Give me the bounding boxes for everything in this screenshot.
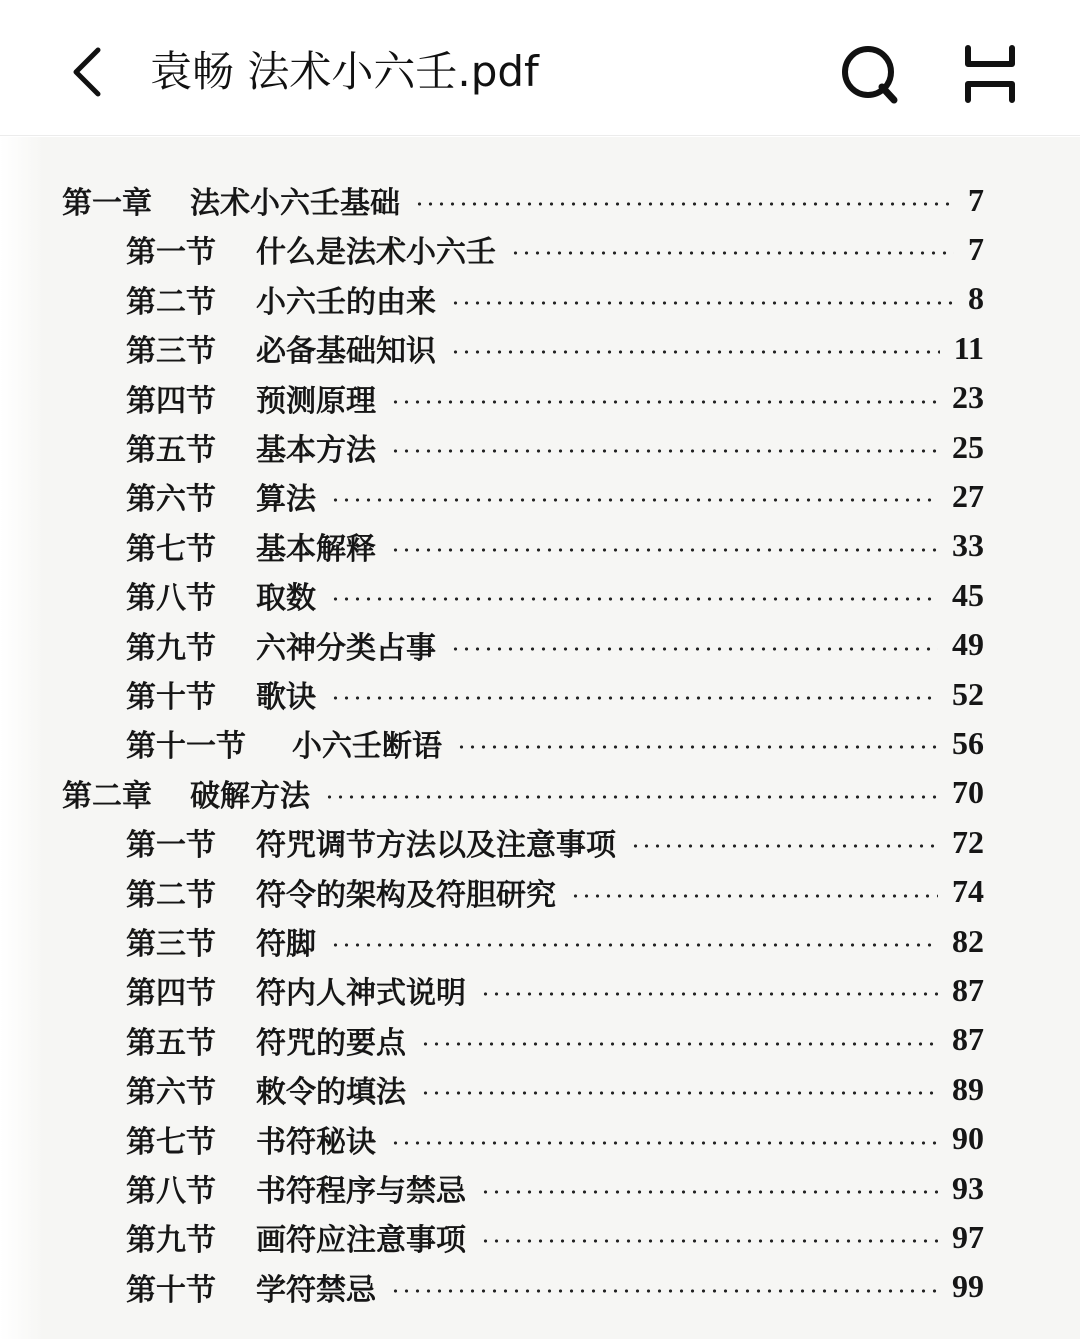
toc-title: 书符秘诀 [256, 1124, 376, 1160]
toc-page-number: 52 [952, 675, 984, 712]
toc-page-number: 45 [952, 576, 984, 613]
toc-title: 小六壬的由来 [256, 284, 436, 320]
toc-title: 取数 [256, 581, 316, 617]
dot-leader [330, 943, 938, 947]
toc-section-row[interactable] [126, 374, 984, 422]
document-title: 袁畅 法术小六壬.pdf [150, 47, 539, 96]
toc-section-row[interactable] [126, 818, 984, 866]
dot-leader [390, 1141, 938, 1145]
toc-section-row[interactable] [126, 571, 984, 619]
toc-section-row[interactable] [126, 522, 984, 570]
dot-leader [480, 1239, 938, 1243]
toc-page-number: 27 [952, 477, 984, 514]
toc-section-row[interactable] [126, 621, 984, 669]
toc-title: 符令的架构及符胆研究 [256, 877, 556, 913]
toc-page-number: 33 [952, 527, 984, 564]
dot-leader [450, 301, 954, 305]
toc-title: 基本解释 [256, 531, 376, 567]
dot-leader [420, 1042, 938, 1046]
toc-page-number: 25 [952, 428, 984, 465]
dot-leader [510, 251, 954, 255]
back-button[interactable] [58, 40, 122, 104]
toc-number: 第八节 [126, 581, 216, 617]
dot-leader [480, 1190, 938, 1194]
toc-number: 第一节 [126, 828, 216, 864]
toc-number: 第六节 [126, 1075, 216, 1111]
toc-title: 书符程序与禁忌 [256, 1174, 466, 1209]
toc-section-row[interactable] [126, 868, 984, 916]
toc-number: 第四节 [126, 383, 216, 419]
toc-page-number: 93 [952, 1169, 984, 1206]
toc-number: 第十一节 [126, 729, 246, 765]
toc-number: 第十节 [126, 1272, 216, 1308]
toc-title: 学符禁忌 [256, 1272, 376, 1308]
dot-leader [390, 449, 938, 453]
dot-leader [324, 795, 938, 799]
toc-section-row[interactable] [126, 1065, 984, 1113]
toc-section-row[interactable] [126, 423, 984, 471]
toc-section-row[interactable] [126, 1115, 984, 1163]
toc-title: 法术小六壬基础 [190, 186, 400, 221]
dot-leader [450, 350, 940, 354]
dot-leader [390, 400, 938, 404]
toc-page-number: 11 [953, 329, 984, 366]
toc-title: 必备基础知识 [256, 334, 436, 370]
search-button[interactable] [836, 40, 904, 108]
toc-chapter-row[interactable] [62, 176, 984, 224]
toc-title: 什么是法术小六壬 [256, 235, 496, 271]
toc-number: 第九节 [126, 1223, 216, 1259]
toc-title: 画符应注意事项 [256, 1223, 466, 1259]
toc-number: 第八节 [126, 1174, 216, 1209]
toc-section-row[interactable] [126, 966, 984, 1014]
toc-page-number: 89 [952, 1070, 984, 1107]
dot-leader [330, 696, 938, 700]
toc-number: 第三节 [126, 334, 216, 370]
toc-section-row[interactable] [126, 1164, 984, 1212]
toc-title: 符内人神式说明 [256, 976, 466, 1012]
toc-chapter-row[interactable] [62, 769, 984, 817]
toc-page-number: 90 [952, 1120, 984, 1157]
dot-leader [390, 548, 938, 552]
toc-title: 符脚 [256, 927, 316, 962]
toc-number: 第七节 [126, 1124, 216, 1160]
search-icon [836, 40, 904, 108]
dot-leader [480, 992, 938, 996]
toc-title: 歌诀 [256, 680, 316, 715]
dot-leader [456, 745, 938, 749]
toc-number: 第五节 [126, 1025, 216, 1061]
toc-title: 算法 [256, 482, 316, 518]
toc-number: 第四节 [126, 976, 216, 1012]
toc-title: 小六壬断语 [292, 729, 442, 765]
dot-leader [414, 202, 954, 206]
toc-number: 第二节 [126, 284, 216, 320]
dot-leader [420, 1091, 938, 1095]
toc-section-row[interactable] [126, 719, 984, 767]
toc-number: 第二章 [62, 778, 152, 814]
toc-section-row[interactable] [126, 917, 984, 965]
toc-page-number: 82 [952, 922, 984, 959]
toc-section-row[interactable] [126, 275, 984, 323]
toc-page-number: 8 [968, 280, 984, 317]
toc-number: 第十节 [126, 680, 216, 715]
toc-section-row[interactable] [126, 1213, 984, 1261]
toc-number: 第一章 [62, 186, 152, 221]
fit-width-icon [954, 40, 1026, 108]
toc-page-number: 99 [952, 1268, 984, 1305]
page-edge [0, 137, 44, 1339]
toc-page-number: 97 [952, 1218, 984, 1255]
toc-page-number: 70 [952, 774, 984, 811]
toc-section-row[interactable] [126, 1016, 984, 1064]
toc-title: 符咒的要点 [256, 1025, 406, 1061]
toc-page-number: 23 [952, 379, 984, 416]
toc-title: 基本方法 [256, 433, 376, 468]
toc-title: 六神分类占事 [256, 630, 436, 666]
dot-leader [630, 844, 938, 848]
toc-page-number: 7 [968, 181, 984, 218]
toc-section-row[interactable] [126, 670, 984, 718]
toc-number: 第七节 [126, 531, 216, 567]
toc-page-number: 87 [952, 1021, 984, 1058]
dot-leader [570, 894, 938, 898]
toc-section-row[interactable] [126, 1263, 984, 1311]
dot-leader [450, 647, 938, 651]
toc-number: 第九节 [126, 630, 216, 666]
toc-section-row[interactable] [126, 324, 984, 372]
fit-width-button[interactable] [954, 40, 1026, 108]
toc-section-row[interactable] [126, 225, 984, 273]
toc-page-number: 56 [952, 724, 984, 761]
toc-title: 符咒调节方法以及注意事项 [256, 828, 616, 864]
chevron-left-icon [58, 40, 122, 104]
toc-number: 第三节 [126, 927, 216, 962]
dot-leader [390, 1289, 938, 1293]
toc-title: 敕令的填法 [256, 1075, 406, 1111]
toc-number: 第六节 [126, 482, 216, 518]
toc-page-number: 74 [952, 873, 984, 910]
toc-section-row[interactable] [126, 472, 984, 520]
toc-title: 破解方法 [190, 778, 310, 814]
toc-page-number: 87 [952, 971, 984, 1008]
dot-leader [330, 498, 938, 502]
toc-title: 预测原理 [256, 383, 376, 419]
toc-number: 第二节 [126, 877, 216, 913]
dot-leader [330, 597, 938, 601]
toc-page-number: 49 [952, 626, 984, 663]
toc-number: 第五节 [126, 433, 216, 468]
toc-number: 第一节 [126, 235, 216, 271]
toc-page-number: 72 [952, 823, 984, 860]
toc-page-number: 7 [968, 230, 984, 267]
top-bar [0, 0, 1080, 136]
